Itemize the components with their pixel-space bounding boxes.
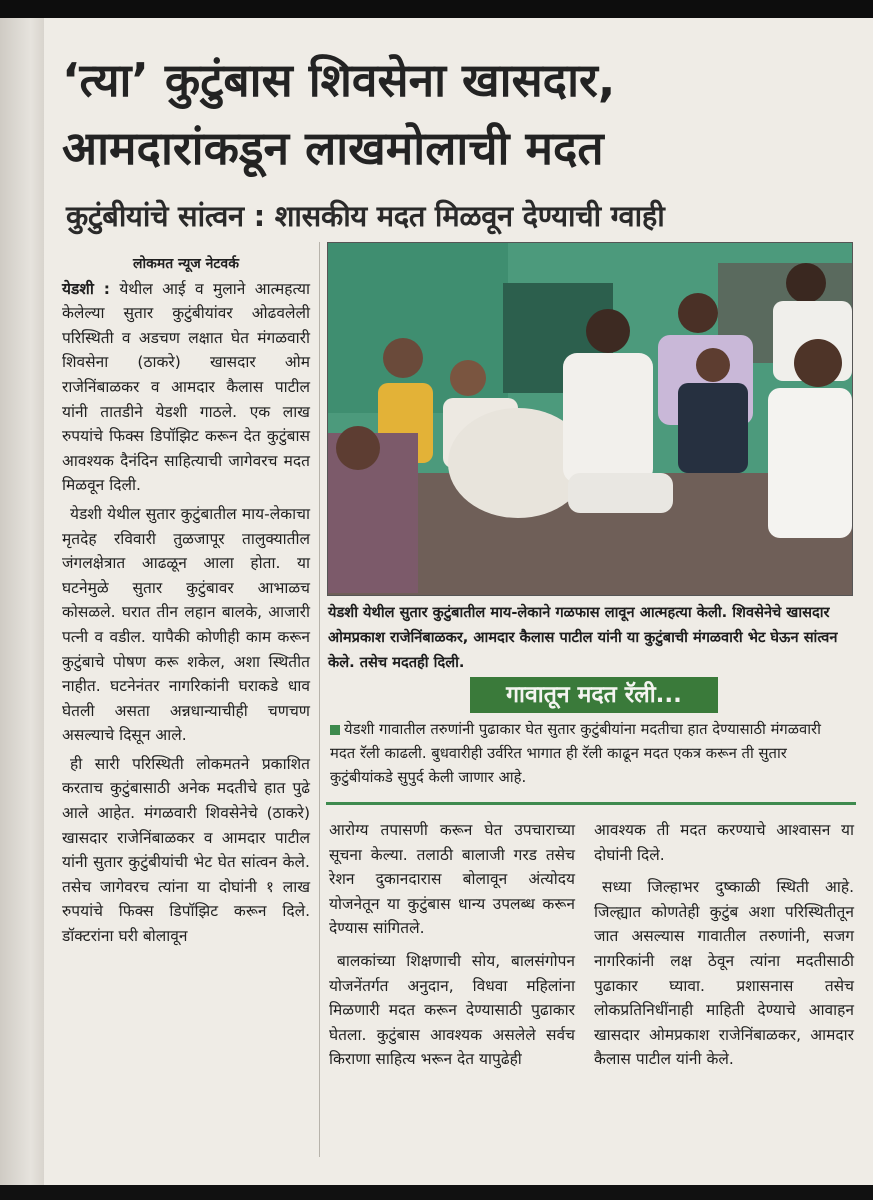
rally-box [330, 718, 850, 790]
rally-text: येडशी गावातील तरुणांनी पुढाकार घेत सुतार कुटुंबीयांना मदतीचा हात देण्यासाठी मंगळवारी मदत रॅली काढली. बुधवारीही उर्वरित भागात ही रॅली काढून मदत एकत्र करून ती सुतार कुटुंबीयांकडे सुपुर्द केली जाणार आहे. [330, 721, 821, 786]
col3-paragraph-1: आवश्यक ती मदत करण्याचे आश्वासन या दोघांनी दिले. [594, 821, 854, 864]
byline: लोकमत न्यूज नेटवर्क [133, 256, 239, 272]
headline-line-2: आमदारांकडून लाखमोलाची मदत [62, 121, 604, 175]
subheadline: कुटुंबीयांचे सांत्वन : शासकीय मदत मिळवून देण्याची ग्वाही [66, 199, 665, 233]
left-paper-edge [0, 18, 44, 1193]
top-dark-border [0, 0, 873, 18]
col2-paragraph-1: आरोग्य तपासणी करून घेत उपचाराच्या सूचना केल्या. तलाठी बालाजी गरड तसेच रेशन दुकानदारास बोलावून अंत्योदय योजनेतून या कुटुंबास धान्य उपलब्ध करून देण्यास सांगितले. [329, 821, 575, 938]
headline-line-1: ‘त्या’ कुटुंबास शिवसेना खासदार, [62, 53, 616, 107]
paragraph-1: येथील आई व मुलाने आत्महत्या केलेल्या सुतार कुटुंबीयांवर ओढवलेली परिस्थिती व अडचण लक्षात घेत मंगळवारी शिवसेना (ठाकरे) खासदार ओम राजेनिंबाळकर व आमदार कैलास पाटील यांनी तातडीने येडशी गाठले. एक लाख रुपयांचे फिक्स डिपॉझिट करून देत कुटुंबास आवश्यक दैनंदिन साहित्याची जागेवरच मदत मिळवून दिली. [62, 279, 310, 495]
col2-paragraph-2: बालकांच्या शिक्षणाची सोय, बालसंगोपन योजनेंतर्गत अनुदान, विधवा महिलांना मिळणारी मदत करून देण्यासाठी पुढाकार घेतला. कुटुंबास आवश्यक असलेले सर्वच किराणा साहित्य भरून देत यापुढेही [329, 951, 575, 1069]
photo-caption: येडशी येथील सुतार कुटुंबातील माय-लेकाने गळफास लावून आत्महत्या केली. शिवसेनेचे खासदार ओमप्रकाश राजेनिंबाळकर, आमदार कैलास पाटील यांनी या कुटुंबाची मंगळवारी भेट घेऊन सांत्वन केले. तसेच मदतही दिली. [328, 604, 838, 671]
news-photo [327, 242, 853, 596]
article-column-2 [329, 818, 575, 1072]
headline [62, 46, 842, 182]
article-column-3 [594, 818, 854, 1072]
dateline: येडशी : [62, 279, 110, 298]
paragraph-2: येडशी येथील सुतार कुटुंबातील माय-लेकाचा मृतदेह रविवारी तुळजापूर तालुक्यातील जंगलक्षेत्रात आढळून आला होता. या घटनेमुळे सुतार कुटुंबावर आभाळच कोसळले. घरात तीन लहान बालके, आजारी पत्नी व वडील. यापैकी कोणीही काम करून कुटुंबाचे पोषण करू शकेल, अशा स्थितीत नाहीत. घटनेनंतर नागरिकांनी घराकडे धाव घेतली असता अन्नधान्याचीही चणचण असल्याचे दिसून आले. [62, 504, 310, 745]
section-rule [326, 802, 856, 805]
article-column-1 [62, 252, 310, 949]
col3-paragraph-2: सध्या जिल्हाभर दुष्काळी स्थिती आहे. जिल्ह्यात कोणतेही कुटुंब अशा परिस्थितीतून जात असल्यास गावातील तरुणांनी, सजग नागरिकांनी लक्ष ठेवून त्यांना मदतीसाठी पुढाकार घ्यावा. प्रशासनास तसेच लोकप्रतिनिधींनाही माहिती देण्याचे आवाहन खासदार ओमप्रकाश राजेनिंबाळकर, आमदार कैलास पाटील यांनी केले. [594, 878, 854, 1069]
paragraph-3: ही सारी परिस्थिती लोकमतने प्रकाशित करताच कुटुंबासाठी अनेक मदतीचे हात पुढे आले आहेत. मंगळवारी शिवसेनेचे (ठाकरे) खासदार राजेनिंबाळकर व आमदार पाटील यांनी सुतार कुटुंबीयांची भेट घेत सांत्वन केले. तसेच जागेवरच त्यांना या दोघांनी १ लाख रुपयांचे फिक्स डिपॉझिट करून दिले. डॉक्टरांना घरी बोलावून [62, 754, 310, 946]
photo-illustration [328, 243, 852, 595]
square-bullet-icon [330, 725, 340, 735]
column-divider [319, 242, 320, 1157]
bottom-dark-border [0, 1185, 873, 1200]
rally-kicker: गावातून मदत रॅली... [470, 677, 718, 713]
